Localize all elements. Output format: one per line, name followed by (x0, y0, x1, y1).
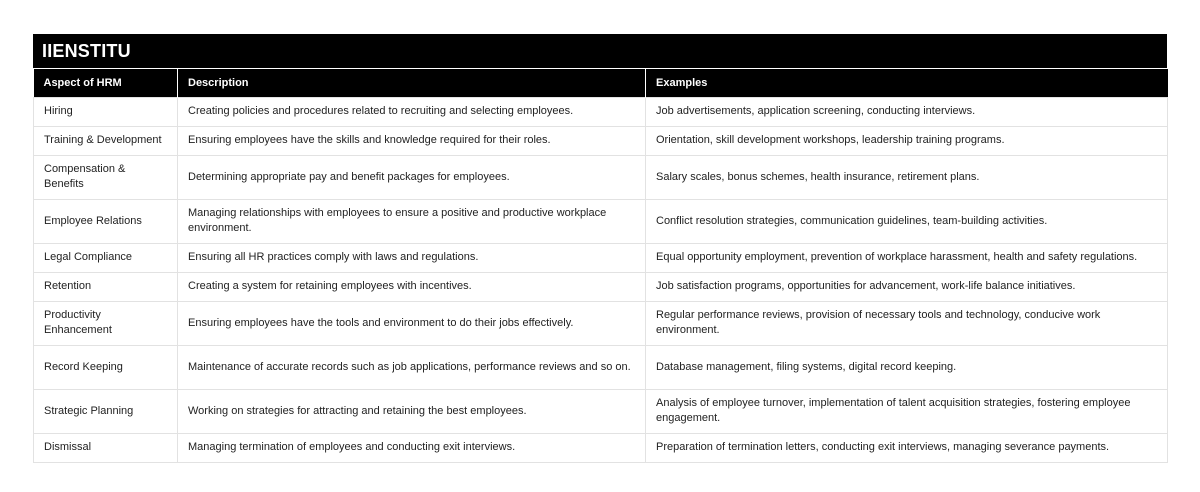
cell-aspect: Legal Compliance (34, 243, 178, 272)
cell-examples: Equal opportunity employment, prevention of workplace harassment, health and safety regulations. (646, 243, 1168, 272)
column-header-aspect: Aspect of HRM (34, 69, 178, 97)
cell-examples: Regular performance reviews, provision of necessary tools and technology, conducive work environment. (646, 301, 1168, 345)
cell-description: Creating policies and procedures related to recruiting and selecting employees. (178, 97, 646, 126)
cell-description: Creating a system for retaining employees with incentives. (178, 272, 646, 301)
cell-examples: Database management, filing systems, digital record keeping. (646, 345, 1168, 389)
cell-description: Managing relationships with employees to ensure a positive and productive workplace environment. (178, 199, 646, 243)
table-row (34, 97, 1168, 126)
cell-aspect: Hiring (34, 97, 178, 126)
cell-description: Maintenance of accurate records such as job applications, performance reviews and so on. (178, 345, 646, 389)
cell-examples: Conflict resolution strategies, communication guidelines, team-building activities. (646, 199, 1168, 243)
table-header-row (34, 69, 1168, 97)
cell-aspect: Employee Relations (34, 199, 178, 243)
table-row (34, 155, 1168, 199)
cell-description: Working on strategies for attracting and retaining the best employees. (178, 389, 646, 433)
cell-aspect: Training & Development (34, 126, 178, 155)
table-row (34, 345, 1168, 389)
cell-aspect: Compensation & Benefits (34, 155, 178, 199)
brand-header (33, 34, 1167, 69)
hrm-table (33, 69, 1168, 463)
hrm-table-container (33, 34, 1167, 463)
brand-title: IIENSTITU (42, 40, 131, 61)
table-row (34, 301, 1168, 345)
cell-aspect: Dismissal (34, 433, 178, 462)
cell-examples: Orientation, skill development workshops, leadership training programs. (646, 126, 1168, 155)
table-row (34, 389, 1168, 433)
cell-aspect: Retention (34, 272, 178, 301)
cell-examples: Preparation of termination letters, conducting exit interviews, managing severance payments. (646, 433, 1168, 462)
table-row (34, 433, 1168, 462)
table-row (34, 272, 1168, 301)
cell-description: Ensuring employees have the skills and knowledge required for their roles. (178, 126, 646, 155)
cell-examples: Job advertisements, application screening, conducting interviews. (646, 97, 1168, 126)
table-row (34, 243, 1168, 272)
table-row (34, 126, 1168, 155)
cell-examples: Job satisfaction programs, opportunities for advancement, work-life balance initiatives. (646, 272, 1168, 301)
cell-examples: Salary scales, bonus schemes, health insurance, retirement plans. (646, 155, 1168, 199)
column-header-description: Description (178, 69, 646, 97)
cell-description: Ensuring employees have the tools and environment to do their jobs effectively. (178, 301, 646, 345)
cell-description: Managing termination of employees and conducting exit interviews. (178, 433, 646, 462)
cell-aspect: Strategic Planning (34, 389, 178, 433)
table-header (34, 69, 1168, 97)
cell-aspect: Productivity Enhancement (34, 301, 178, 345)
cell-description: Determining appropriate pay and benefit packages for employees. (178, 155, 646, 199)
cell-examples: Analysis of employee turnover, implementation of talent acquisition strategies, fostering employee engagement. (646, 389, 1168, 433)
table-row (34, 199, 1168, 243)
table-body (34, 97, 1168, 462)
cell-aspect: Record Keeping (34, 345, 178, 389)
cell-description: Ensuring all HR practices comply with laws and regulations. (178, 243, 646, 272)
column-header-examples: Examples (646, 69, 1168, 97)
